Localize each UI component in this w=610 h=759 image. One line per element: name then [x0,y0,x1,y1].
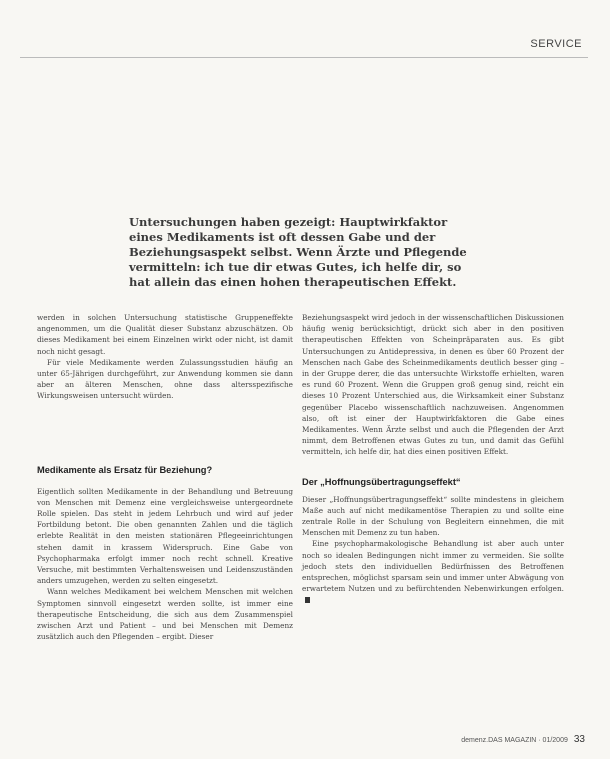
right-paragraph-3-text: Eine psychopharmakologische Behandlung ist aber auch unter noch so idealen Bedingungen nicht immer zu vermeiden. Sie sollte jedoch stets den individuellen Bedürfnissen des Betroffenen entsprechen, möglichst sparsam sein und immer unter Abwägung von erwartetem Nutzen und zu befürchtenden Nebenwirkungen erfolgen. [302,539,564,594]
right-subheading: Der „Hoffnungsübertragungseffekt“ [302,476,461,487]
left-column [37,312,293,642]
left-paragraph-3: Eigentlich sollten Medikamente in der Behandlung und Betreuung von Menschen mit Demenz eine vergleichsweise untergeordnete Rolle spielen. Das steht in jedem Lehrbuch und wird auf jeder Fortbildung betont. Die oben genannten Zahlen und die täglich erlebte Realität in den meisten stationären Pflegeeinrichtungen stehen damit in krassem Widerspruch. Eine Gabe von Psychopharmaka erfolgt immer noch recht schnell. Kreative Versuche, mit bestimmten Verhaltensweisen und Leidenszuständen anders umzugehen, werden zu selten eingesetzt. [37,486,293,586]
right-paragraph-1: Beziehungsaspekt wird jedoch in der wissenschaftlichen Diskussionen häufig wenig berücksichtigt, drückt sich aber in den positiven therapeutischen Effekten von Scheinpräparaten aus. Es gibt Untersuchungen zu Antidepressiva, in denen es über 60 Prozent der Menschen nach Gabe des Scheinmedikaments deutlich besser ging – in der Gruppe derer, die das untersuchte Wirkstoffe erhielten, waren es rund 60 Prozent. Wenn die Gruppen groß genug sind, reicht ein dieses 10 Prozent Unterschied aus, die Wirksamkeit einer Substanz gegenüber Placebo wissenschaftlich nachzuweisen. Angenommen also, oft ist einer der Hauptwirkfaktoren die Gabe eines Medikamentes. Wenn Ärzte selbst und auch die Pflegenden der Arzt nimmt, dem Betroffenen etwas Gutes zu tun, und damit das Gefühl vermitteln, ich helfe dir, hat dies einen positiven Effekt. [302,313,564,457]
left-paragraph-4: Wann welches Medikament bei welchem Menschen mit welchen Symptomen sinnvoll eingesetzt werden sollte, ist immer eine therapeutische Entscheidung, die sich aus dem Zusammenspiel zwischen Arzt und Patient – und bei Menschen mit Demenz zusätzlich auch den Pflegenden – ergibt. Dieser [37,587,293,642]
header-rule [20,57,588,58]
spacer [37,402,293,464]
end-of-article-mark [305,597,310,603]
spacer [302,458,564,476]
left-paragraph-1: werden in solchen Untersuchung statistische Gruppeneffekte angenommen, um die Qualität dieser Substanz abzuschätzen. Ob dieses Medikament bei einem Einzelnen wirkt oder nicht, ist damit noch nicht gesagt. [37,313,293,356]
spacer [37,476,293,486]
section-label: SERVICE [530,38,582,50]
left-paragraph-2: Für viele Medikamente werden Zulassungsstudien häufig an unter 65-Jährigen durchgeführt, zur Anwendung kommen sie dann aber an älteren Menschen, ohne dass altersspezifische Wirkungsweisen untersucht würden. [37,357,293,401]
pull-quote [129,215,474,290]
page-number: 33 [573,734,585,745]
right-paragraph-3 [302,538,564,605]
page-footer [461,734,585,745]
magazine-issue: demenz.DAS MAGAZIN · 01/2009 [461,737,568,744]
right-paragraph-2: Dieser „Hoffnungsübertragungseffekt“ sollte mindestens in gleichem Maße auch auf nicht medikamentöse Therapien zu und sollte eine zentrale Rolle in der Schulung von Begleitern einnehmen, die mit Menschen mit Demenz zu tun haben. [302,494,564,538]
left-subheading: Medikamente als Ersatz für Beziehung? [37,464,213,475]
pull-quote-text: Untersuchungen haben gezeigt: Hauptwirkfaktor eines Medikaments ist oft dessen Gabe und der Beziehungsaspekt selbst. Wenn Ärzte und Pflegende vermitteln: ich tue dir etwas Gutes, ich helfe dir, so hat allein das einen hohen therapeutischen Effekt. [129,215,467,289]
right-column [302,312,564,606]
